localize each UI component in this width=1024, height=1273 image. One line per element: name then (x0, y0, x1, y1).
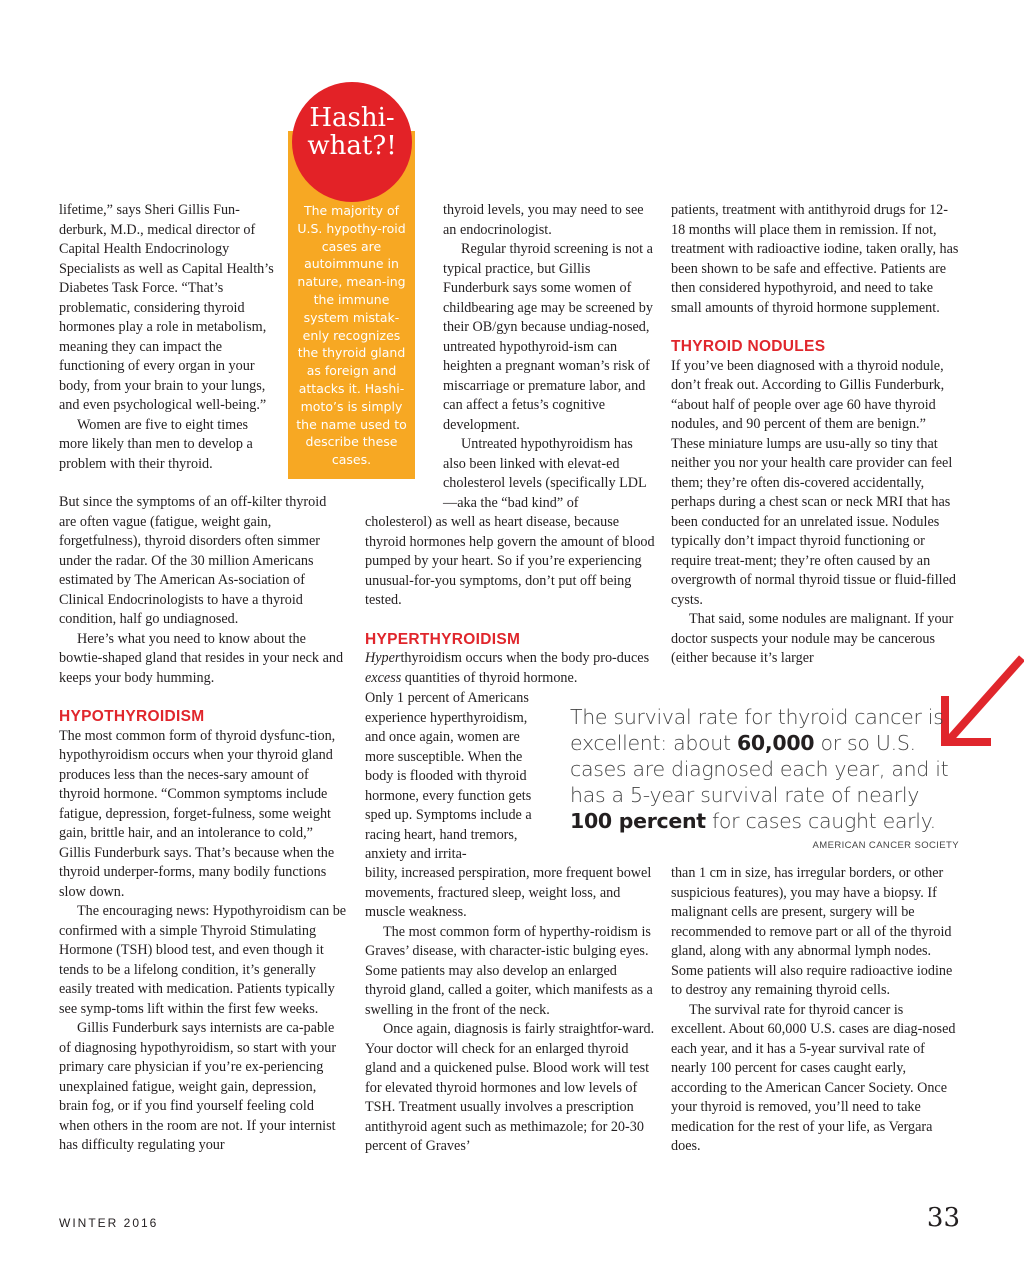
paragraph: lifetime,” says Sheri Gillis Fun-derburk, M.D., medical director of Capital Health Endocrinology Specialists as well as Capital Health’s Diabetes Task Force. “That’s problematic, considering thyroid hormones play a role in metabolism, meaning they can impact the functioning of every organ in your body, from your brain to your lungs, and even psychological well-being.” (59, 202, 274, 413)
paragraph: Women are five to eight times more likely than men to develop a problem with their thyroid. (59, 416, 253, 472)
pull-quote-attribution: AMERICAN CANCER SOCIETY (812, 840, 959, 851)
paragraph: bility, increased perspiration, more frequent bowel movements, fractured sleep, weight loss, and muscle weakness. (365, 865, 652, 920)
column-1-top (59, 201, 279, 474)
paragraph: If you’ve been diagnosed with a thyroid nodule, don’t freak out. According to Gillis Funderburk, “about half of people over age 60 have thyroid nodules, and 90 percent of them are benign.” These miniature lumps are usu-ally so tiny that neither you nor your health care provider can feel them; they’re often dis-covered accidentally, perhaps during a chest scan or neck MRI that has been conducted for an unrelated issue. Nodules typically don’t impact thyroid functioning or require treat-ment; they’re often caused by an overgrowth of normal thyroid tissue or fluid-filled cysts. (671, 357, 957, 608)
paragraph: But since the symptoms of an off-kilter thyroid are often vague (fatigue, weight gain, forgetfulness), thyroid disorders often simmer under the radar. Of the 30 million Americans estimated by The American As-sociation of Clinical Endocrinologists to have a thyroid condition, half go undiagnosed. (59, 494, 327, 627)
column-2-middle (365, 513, 657, 688)
column-2-top (443, 201, 655, 513)
paragraph: That said, some nodules are malignant. If your doctor suspects your nodule may be cancerous (either because it’s larger (671, 611, 954, 666)
paragraph: than 1 cm in size, has irregular borders, or other suspicious features), you may have a biopsy. If malignant cells are present, surgery will be recommended to remove part or all of the thyroid gland, along with any abnormal lymph nodes. Some patients will also require radioactive iodine to destroy any remaining thyroid cells. (671, 865, 953, 998)
section-heading-hyperthyroidism: HYPERTHYROIDISM (365, 630, 521, 648)
column-2-narrow (365, 689, 547, 865)
paragraph: The survival rate for thyroid cancer is excellent. About 60,000 U.S. cases are diag-nosed each year, and it has a 5-year survival rate of nearly 100 percent for cases caught early, according to the American Cancer Society. Once your thyroid is removed, you’ll need to take medication for the rest of your life, as Vergara does. (671, 1001, 956, 1154)
column-2-bottom (365, 864, 657, 1157)
paragraph: Hyperthyroidism occurs when the body pro-duces excess quantities of thyroid hormone. (365, 650, 650, 686)
paragraph: patients, treatment with antithyroid drugs for 12-18 months will place them in remission. If not, treatment with radioactive iodine, taken orally, has been shown to be safe and effective. Patients are then considered hypothyroid, and need to take small amounts of thyroid hormone supplement. (671, 202, 959, 316)
paragraph: Untreated hypothyroidism has also been linked with elevat-ed cholesterol levels (specifically LDL—aka the “bad kind” of (443, 436, 647, 511)
section-heading-thyroid-nodules: THYROID NODULES (671, 338, 826, 355)
sidebar-text: The majority of U.S. hypothy-roid cases are autoimmune in nature, mean-ing the immune system mistak-enly recognizes the thyroid gland as foreign and attacks it. Hashi-moto’s is simply the name used to describe these cases. (296, 203, 407, 468)
italic-word: Hyper (365, 650, 401, 666)
paragraph: Here’s what you need to know about the bowtie-shaped gland that resides in your neck and keeps your body humming. (59, 630, 344, 686)
page-number: 33 (926, 1203, 960, 1233)
paragraph: The most common form of hyperthy-roidism is Graves’ disease, with character-istic bulging eyes. Some patients may also develop an enlarged thyroid gland, called a goiter, which manifests as a swelling in the front of the neck. (365, 923, 653, 1018)
paragraph: Only 1 percent of Americans experience hyperthyroidism, and once again, women are more susceptible. When the body is flooded with thyroid hormone, every function gets sped up. Symptoms include a racing heart, hand tremors, anxiety and irrita- (365, 690, 532, 862)
paragraph: Once again, diagnosis is fairly straightfor-ward. Your doctor will check for an enlarged thyroid gland and a quickened pulse. Blood work will test for elevated thyroid hormones and low levels of TSH. Treatment usually involves a prescription antithyroid agent such as methimazole; for 20-30 percent of Graves’ (365, 1021, 655, 1154)
sidebar-title: Hashi- what?! (307, 103, 397, 161)
paragraph: cholesterol) as well as heart disease, because thyroid hormones help govern the amount of blood pumped by your heart. So if you’re experiencing unusual-for-you symptoms, don’t put off being tested. (365, 514, 655, 608)
italic-word: excess (365, 669, 402, 686)
paragraph: The most common form of thyroid dysfunc-tion, hypothyroidism occurs when your thyroid gland produces less than the neces-sary amount of thyroid hormone. “Common symptoms include fatigue, depression, forget-fulness, some weight gain, brittle hair, and an intolerance to cold,” Gillis Funderburk says. That’s because when the thyroid underper-forms, many bodily functions slow down. (59, 727, 336, 900)
column-1-bottom (59, 493, 347, 1156)
paragraph: Gillis Funderburk says internists are ca-pable of diagnosing hypothyroidism, so start with your primary care physician if you’re ex-periencing unexplained fatigue, weight gain, depression, brain fog, or if you find yourself feeling cold when others in the room are not. If your internist has difficulty regulating your (59, 1020, 337, 1153)
section-heading-hypothyroidism: HYPOTHYROIDISM (59, 708, 205, 725)
pull-quote-highlight: 60,000 (736, 731, 815, 755)
paragraph: The encouraging news: Hypothyroidism can be confirmed with a simple Thyroid Stimulating Hormone (TSH) blood test, and even though it tends to be a lifelong condition, it’s generally easily treated with medication. Patients typically see symp-toms lift within the first few weeks. (59, 903, 347, 1017)
column-3-bottom (671, 864, 961, 1157)
paragraph: thyroid levels, you may need to see an endocrinologist. (443, 202, 644, 238)
paragraph: Regular thyroid screening is not a typical practice, but Gillis Funderburk says some women of childbearing age may be screened by their OB/gyn because undiag-nosed, untreated hypothyroid-ism can heighten a pregnant woman’s risk of miscarriage or premature labor, and can affect a fetus’s cognitive development. (443, 241, 653, 433)
column-3-top (671, 201, 961, 669)
pull-quote: The survival rate for thyroid cancer is excellent: about 60,000 or so U.S. cases are diagnosed each year, and it has a 5-year survival rate of nearly 100 percent for cases caught early. (570, 705, 949, 833)
issue-label: WINTER 2016 (59, 1216, 159, 1230)
pull-quote-highlight: 100 percent (570, 809, 706, 833)
